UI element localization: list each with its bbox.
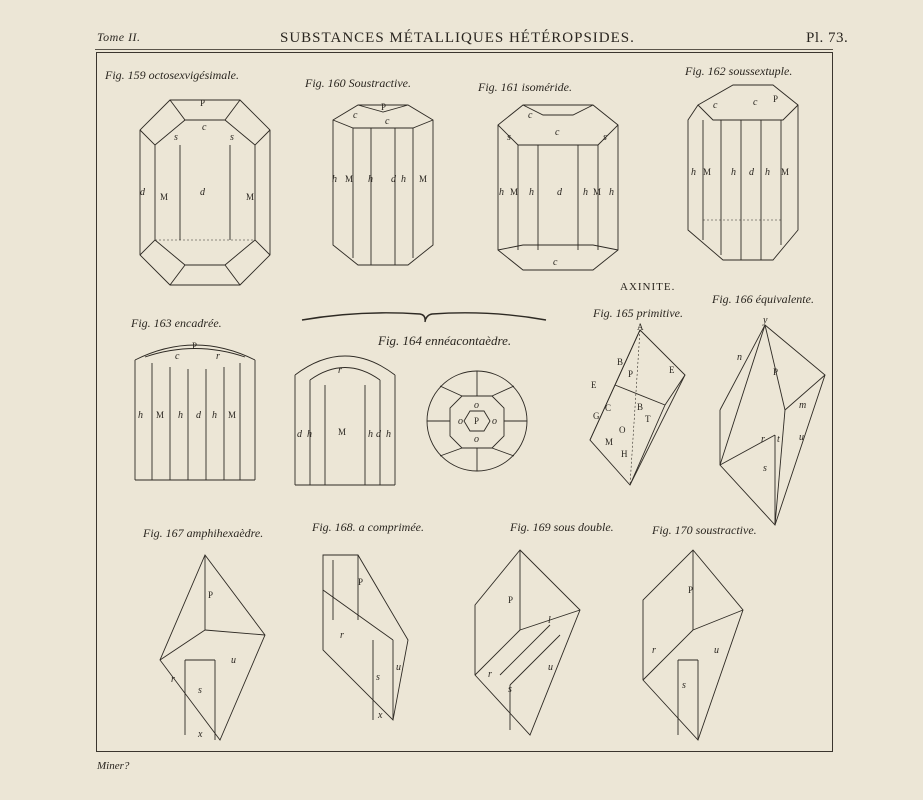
label-fig165-11: H <box>621 449 628 459</box>
label-fig166-3: m <box>799 400 807 411</box>
label-fig161-11: c <box>553 257 558 268</box>
figure-165-crystal <box>585 322 695 495</box>
label-fig163-7: h <box>212 410 217 421</box>
figure-164-crystal-a <box>290 345 400 490</box>
label-fig165-5: C <box>605 403 612 413</box>
label-fig162-2: c <box>753 97 758 108</box>
label-fig165-1: B <box>617 357 624 367</box>
label-fig163-5: h <box>178 410 183 421</box>
label-fig161-0: c <box>528 110 533 121</box>
label-fig167-4: x <box>198 729 203 740</box>
label-fig163-4: M <box>156 410 165 420</box>
figure-160-crystal <box>323 100 443 270</box>
brace-ornament <box>300 300 550 335</box>
figure-169-crystal <box>470 545 585 740</box>
label-fig161-1: c <box>555 127 560 138</box>
label-fig160-4: M <box>345 174 354 184</box>
label-fig161-2: s <box>507 132 511 143</box>
label-fig159-1: s <box>174 132 178 143</box>
label-fig166-7: s <box>763 463 767 474</box>
label-fig164-6: h <box>386 429 391 440</box>
label-fig168-1: r <box>340 630 344 641</box>
label-fig164-3: M <box>338 427 347 437</box>
plate-title: SUBSTANCES MÉTALLIQUES HÉTÉROPSIDES. <box>280 30 635 46</box>
label-fig161-8: h <box>583 187 588 198</box>
label-fig169-0: P <box>508 595 514 605</box>
label-fig166-1: n <box>737 352 742 363</box>
label-fig168-3: s <box>376 672 380 683</box>
label-fig161-7: d <box>557 187 562 198</box>
label-fig164b-4: o <box>474 434 479 445</box>
tome-label: Tome II. <box>97 30 141 44</box>
figure-162-crystal <box>683 80 813 270</box>
figure-163-crystal <box>130 335 260 485</box>
caption-fig166: Fig. 166 équivalente. <box>712 292 814 306</box>
figure-170-crystal <box>638 545 748 745</box>
caption-fig162: Fig. 162 soussextuple. <box>685 64 793 78</box>
label-fig160-5: h <box>368 174 373 185</box>
label-fig169-3: r <box>488 669 492 680</box>
label-fig162-6: d <box>749 167 754 178</box>
label-fig163-0: P <box>192 341 198 351</box>
label-fig166-4: r <box>761 434 765 445</box>
label-fig168-2: u <box>396 662 401 673</box>
label-fig164-5: d <box>376 429 381 440</box>
label-fig164-0: r <box>338 365 342 376</box>
label-fig169-2: u <box>548 662 553 673</box>
label-fig160-3: h <box>332 174 337 185</box>
label-fig162-1: c <box>713 100 718 111</box>
caption-fig161: Fig. 161 isoméride. <box>478 80 572 94</box>
label-fig169-1: l <box>548 615 551 626</box>
label-fig162-4: M <box>703 167 712 177</box>
label-fig164b-1: o <box>474 400 479 411</box>
caption-fig167: Fig. 167 amphihexaèdre. <box>143 526 264 540</box>
label-fig165-9: T <box>645 414 651 424</box>
label-fig165-6: B <box>637 402 644 412</box>
label-fig167-2: r <box>171 674 175 685</box>
label-fig160-1: c <box>353 110 358 121</box>
label-fig165-2: P <box>628 369 634 379</box>
label-fig164b-2: o <box>458 416 463 427</box>
label-fig165-4: E <box>591 380 597 390</box>
label-fig162-8: M <box>781 167 790 177</box>
label-fig170-1: r <box>652 645 656 656</box>
label-fig160-0: P <box>381 102 387 112</box>
label-fig165-0: A <box>637 322 644 332</box>
label-fig160-8: M <box>419 174 428 184</box>
label-fig162-3: h <box>691 167 696 178</box>
label-fig159-0: P <box>200 98 206 108</box>
label-fig166-0: y <box>763 315 768 326</box>
label-fig159-3: s <box>230 132 234 143</box>
label-fig163-3: h <box>138 410 143 421</box>
label-fig162-5: h <box>731 167 736 178</box>
label-fig163-1: c <box>175 351 180 362</box>
label-fig159-7: M <box>246 192 255 202</box>
label-fig167-0: P <box>208 590 214 600</box>
figure-159-crystal <box>130 90 280 300</box>
caption-axinite: AXINITE. <box>620 281 676 293</box>
label-fig165-7: G <box>593 411 600 421</box>
label-fig160-7: h <box>401 174 406 185</box>
label-fig165-3: E <box>669 365 675 375</box>
engraver-signature: Miner? <box>97 760 130 772</box>
label-fig170-0: P <box>688 585 694 595</box>
label-fig166-2: P <box>773 367 779 377</box>
label-fig161-5: M <box>510 187 519 197</box>
caption-fig159: Fig. 159 octosexvigésimale. <box>105 68 239 82</box>
caption-fig170: Fig. 170 soustractive. <box>652 523 757 537</box>
label-fig169-4: s <box>508 684 512 695</box>
label-fig168-0: P <box>358 577 364 587</box>
label-fig163-8: M <box>228 410 237 420</box>
header-rule <box>95 49 833 50</box>
figure-161-crystal <box>493 100 623 275</box>
label-fig164b-0: P <box>474 416 480 426</box>
label-fig163-6: d <box>196 410 201 421</box>
caption-fig168: Fig. 168. a comprimée. <box>312 520 424 534</box>
label-fig159-6: d <box>200 187 205 198</box>
caption-fig169: Fig. 169 sous double. <box>510 520 614 534</box>
label-fig167-3: s <box>198 685 202 696</box>
figure-164-crystal-b <box>422 366 532 476</box>
figure-168-crystal <box>318 550 413 725</box>
label-fig170-3: s <box>682 680 686 691</box>
label-fig159-4: d <box>140 187 145 198</box>
plate-number: Pl. 73. <box>806 30 849 46</box>
label-fig162-7: h <box>765 167 770 178</box>
label-fig168-4: x <box>378 710 383 721</box>
label-fig165-8: O <box>619 425 626 435</box>
label-fig166-5: t <box>777 434 780 445</box>
label-fig161-10: h <box>609 187 614 198</box>
label-fig162-0: P <box>773 94 779 104</box>
label-fig159-2: c <box>202 122 207 133</box>
label-fig170-2: u <box>714 645 719 656</box>
label-fig164b-3: o <box>492 416 497 427</box>
label-fig161-3: s <box>603 132 607 143</box>
label-fig164-2: h <box>307 429 312 440</box>
caption-fig164: Fig. 164 ennéacontaèdre. <box>378 333 512 348</box>
caption-fig163: Fig. 163 encadrée. <box>131 316 222 330</box>
label-fig164-4: h <box>368 429 373 440</box>
figure-167-crystal <box>155 550 270 745</box>
label-fig160-6: d <box>391 174 396 185</box>
label-fig160-2: c <box>385 116 390 127</box>
label-fig164-1: d <box>297 429 302 440</box>
caption-fig160: Fig. 160 Soustractive. <box>305 76 411 90</box>
label-fig167-1: u <box>231 655 236 666</box>
label-fig161-6: h <box>529 187 534 198</box>
label-fig161-4: h <box>499 187 504 198</box>
label-fig159-5: M <box>160 192 169 202</box>
label-fig161-9: M <box>593 187 602 197</box>
caption-fig165: Fig. 165 primitive. <box>593 306 683 320</box>
figure-166-crystal <box>715 315 835 530</box>
label-fig166-6: u <box>799 432 804 443</box>
label-fig165-10: M <box>605 437 614 447</box>
label-fig163-2: r <box>216 351 220 362</box>
